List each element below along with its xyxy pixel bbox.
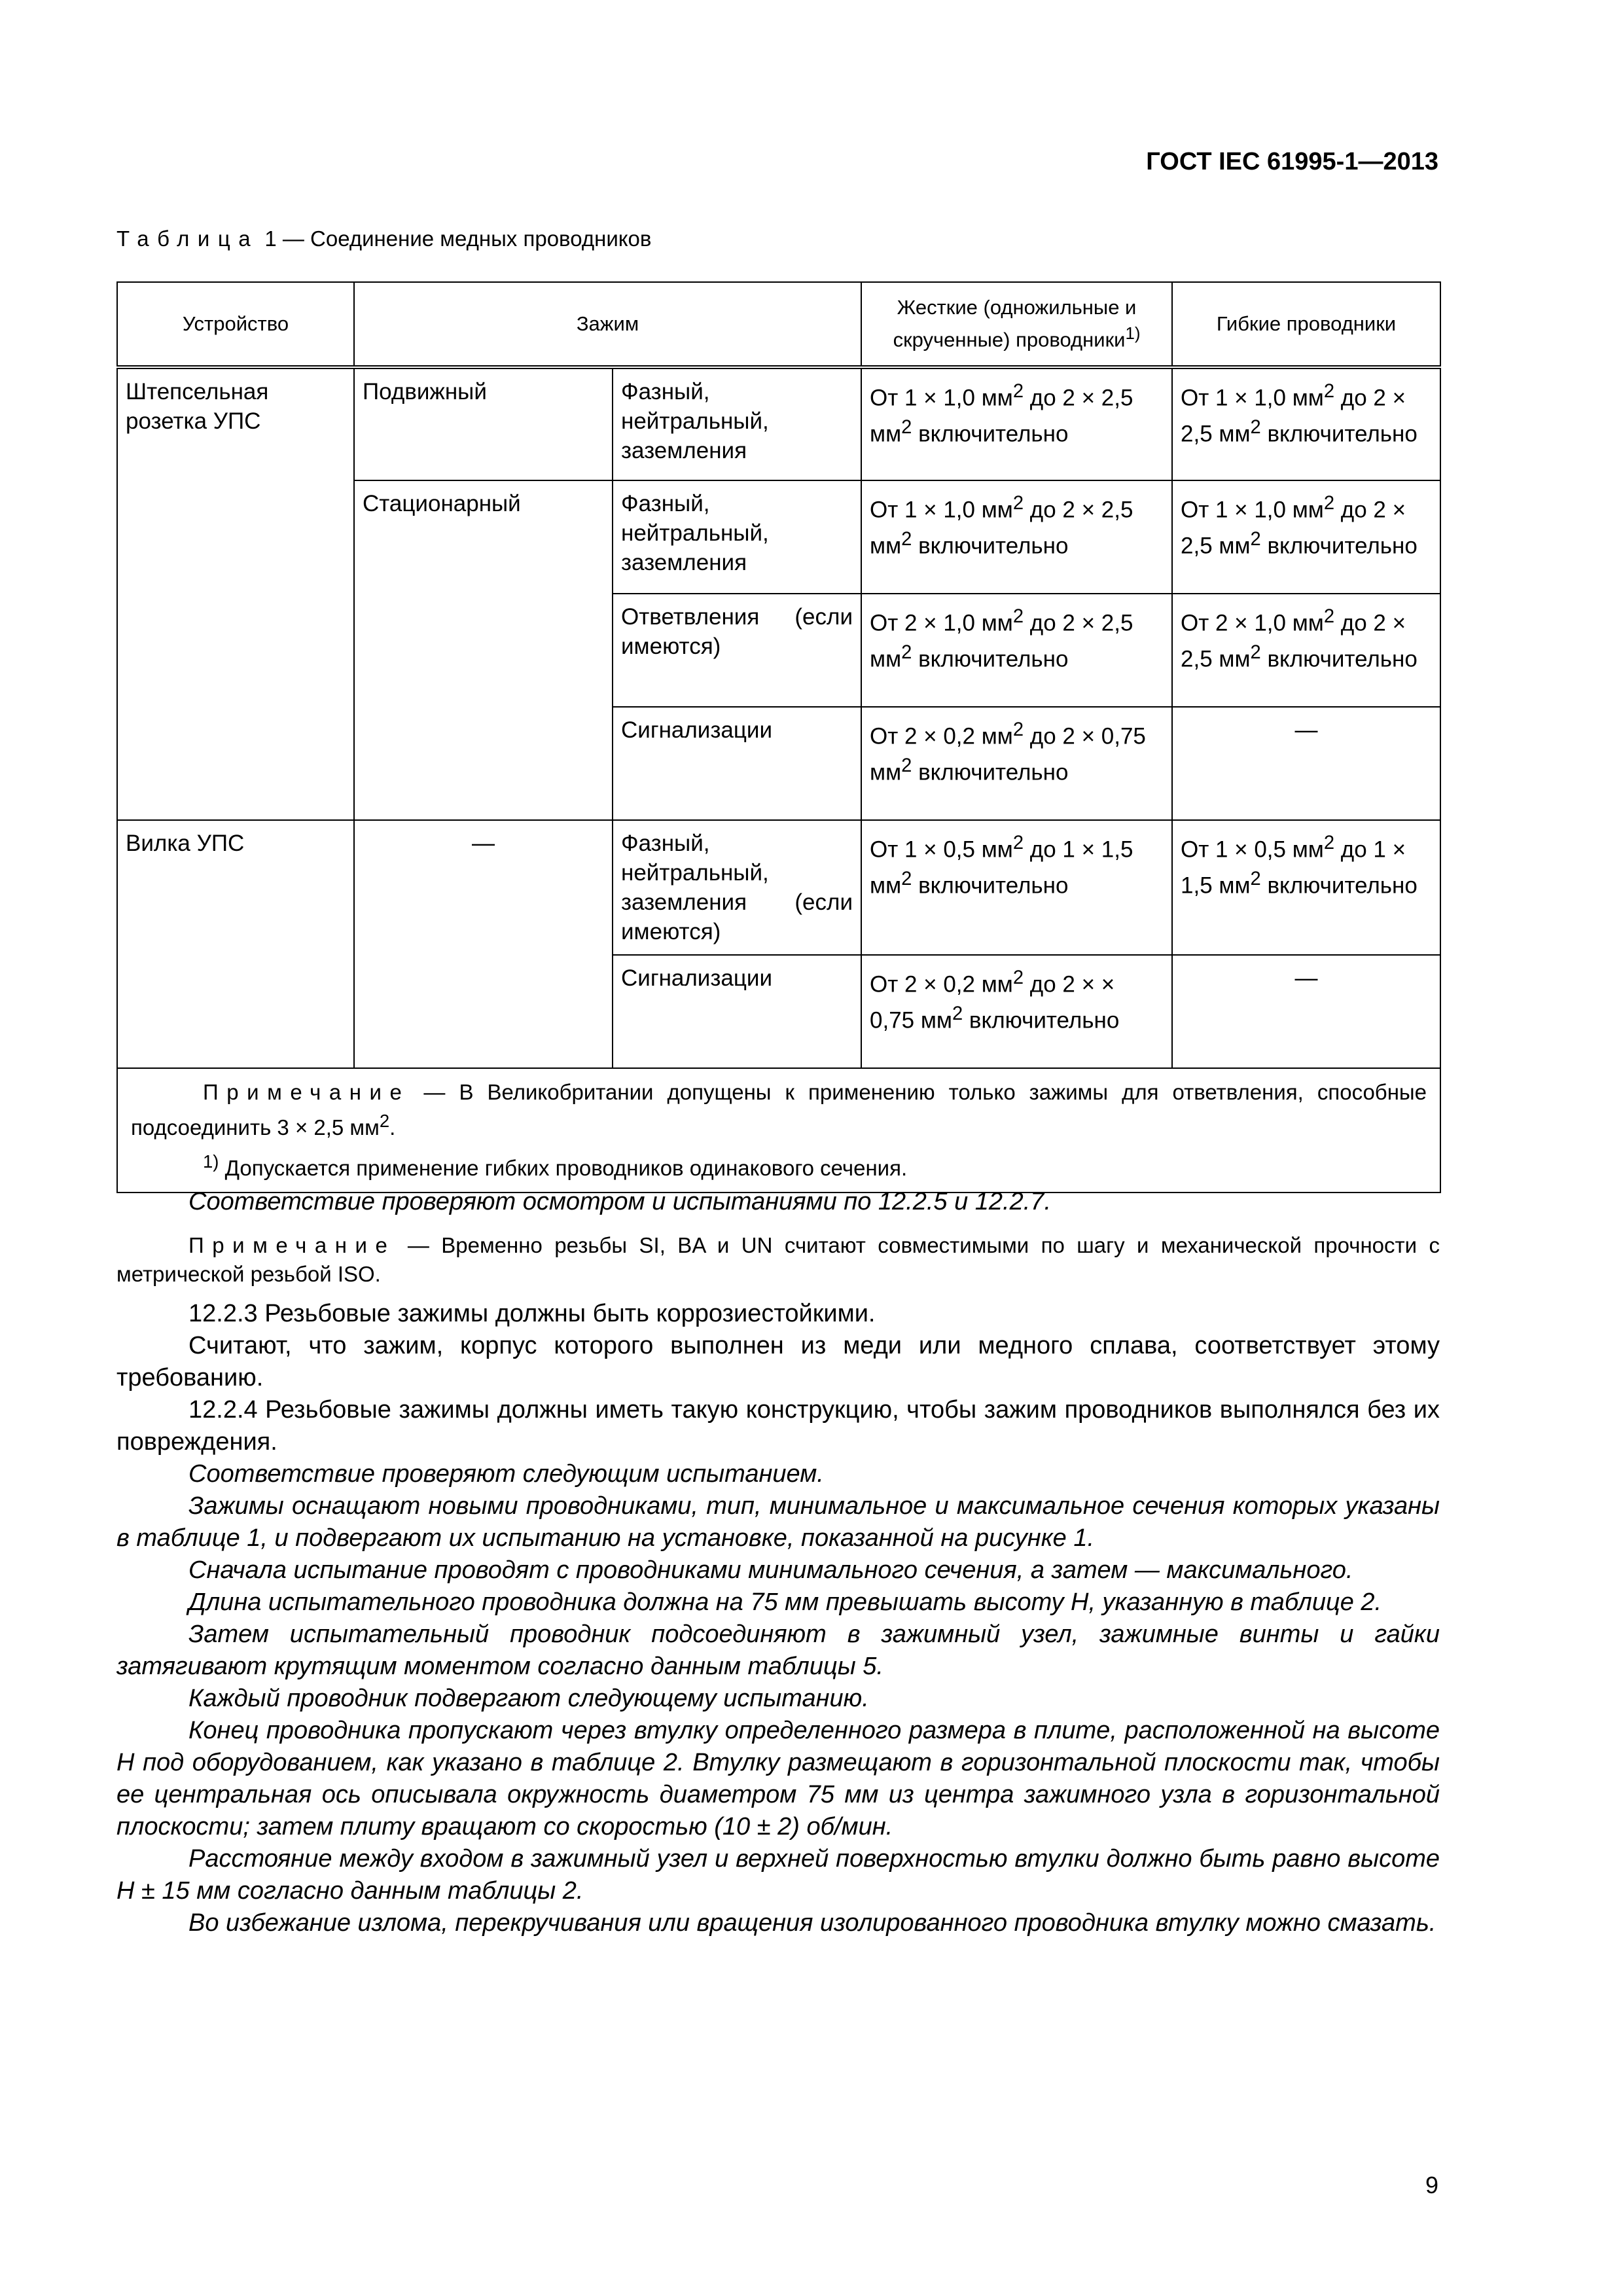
note-label: Примечание xyxy=(188,1233,396,1257)
cell-flex-from: От 1 × 0,5 мм xyxy=(1181,836,1324,863)
paragraph: 12.2.4 Резьбовые зажимы должны иметь такую конструкцию, чтобы зажим проводников выполнялся без их повреждения. xyxy=(116,1396,1440,1456)
cell-type: Ответвления (если имеются) xyxy=(613,594,861,707)
cell-rigid-to: до 2 × 2,5 мм xyxy=(870,497,1133,559)
table-footnote-text: Допускается применение гибких проводников одинакового сечения. xyxy=(219,1156,908,1180)
sup: 2 xyxy=(1323,833,1335,853)
cell-flex xyxy=(1172,367,1440,480)
cell-flex-incl: включительно xyxy=(1260,872,1418,899)
note-text: — Временно резьбы SI, BA и UN считают совместимыми по шагу и механической прочности с метрической резьбой ISO. xyxy=(116,1233,1440,1286)
cell-rigid-to: до 2 × × 0,75 мм xyxy=(870,971,1115,1033)
cell-type: Фазный, нейтральный, заземления xyxy=(613,480,861,594)
cell-rigid xyxy=(861,820,1172,955)
paragraph: 12.2.3 Резьбовые зажимы должны быть коррозиестойкими. xyxy=(188,1300,876,1327)
cell-flex: — xyxy=(1172,707,1440,820)
cell-rigid-from: От 1 × 1,0 мм xyxy=(870,497,1013,523)
cell-flex-incl: включительно xyxy=(1260,646,1418,672)
table-header-row xyxy=(117,282,1440,367)
table-footnote-mark: 1) xyxy=(203,1151,219,1172)
cell-type: Сигнализации xyxy=(613,955,861,1068)
sup: 2 xyxy=(1012,606,1024,627)
cell-rigid-from: От 2 × 0,2 мм xyxy=(870,723,1013,749)
paragraph: Соответствие проверяют осмотром и испытаниями по 12.2.5 и 12.2.7. xyxy=(188,1188,1051,1215)
cell-device-plug: Вилка УПС xyxy=(117,820,354,1068)
table-footnote xyxy=(131,1147,1427,1183)
cell-rigid-to: до 1 × 1,5 мм xyxy=(870,836,1133,899)
cell-clamp-stationary: Стационарный xyxy=(354,480,613,820)
cell-rigid-incl: включительно xyxy=(912,759,1069,785)
cell-rigid-incl: включительно xyxy=(912,646,1069,672)
cell-rigid-from: От 2 × 0,2 мм xyxy=(870,971,1013,997)
table-note-end: . xyxy=(389,1115,396,1139)
cell-clamp-movable: Подвижный xyxy=(354,367,613,480)
cell-flex-to: до 2 × 2,5 мм xyxy=(1181,497,1406,559)
cell-flex xyxy=(1172,594,1440,707)
cell-flex-to: до 2 × 2,5 мм xyxy=(1181,610,1406,672)
table-note xyxy=(117,1068,1440,1193)
cell-rigid xyxy=(861,594,1172,707)
cell-flex-from: От 1 × 1,0 мм xyxy=(1181,385,1324,411)
paragraph: Во избежание излома, перекручивания или вращения изолированного проводника втулку можно смазать. xyxy=(188,1909,1436,1937)
cell-rigid xyxy=(861,707,1172,820)
paragraph: Сначала испытание проводят с проводниками минимального сечения, а затем — максимального. xyxy=(188,1556,1353,1584)
header-device: Устройство xyxy=(117,282,354,367)
paragraph: Длина испытательного проводника должна на 75 мм превышать высоту H, указанную в таблице 2. xyxy=(188,1588,1382,1616)
sup: 2 xyxy=(901,755,912,776)
cell-flex-incl: включительно xyxy=(1260,421,1418,447)
cell-rigid-from: От 1 × 0,5 мм xyxy=(870,836,1013,863)
cell-flex xyxy=(1172,480,1440,594)
cell-rigid-incl: включительно xyxy=(912,872,1069,899)
paragraph: Конец проводника пропускают через втулку определенного размера в плите, расположенной на высоте H под оборудованием, как указано в таблице 2. Втулку размещают в горизонтальной плоскости так, чтобы ее центральная ось описывала окружность диаметром 75 мм из центра зажимного узла в горизонтальной плоскости; затем плиту вращают со скоростью (10 ± 2) об/мин. xyxy=(116,1717,1440,1840)
sup: 2 xyxy=(379,1111,390,1131)
table-note-body: — В Великобритании допущены к применению только зажимы для ответвления, способные подсоединить 3 × 2,5 мм xyxy=(131,1080,1427,1139)
cell-device-socket: Штепсельная розетка УПС xyxy=(117,367,354,820)
table-caption-text: 1 — Соединение медных проводников xyxy=(259,226,652,251)
table-note-text xyxy=(131,1078,1427,1142)
sup: 2 xyxy=(901,416,912,438)
paragraph: Расстояние между входом в зажимный узел и верхней поверхностью втулки должно быть равно высоте H ± 15 мм согласно данным таблицы 2. xyxy=(116,1845,1440,1905)
table-caption xyxy=(116,226,651,251)
table-row xyxy=(117,820,1440,955)
sup: 2 xyxy=(1012,493,1024,514)
cell-rigid xyxy=(861,480,1172,594)
table-row xyxy=(117,367,1440,480)
table-note-label: Примечание xyxy=(203,1080,410,1104)
sup: 2 xyxy=(901,868,912,889)
cell-flex xyxy=(1172,820,1440,955)
sup: 2 xyxy=(1250,416,1261,438)
page-number: 9 xyxy=(1425,2172,1438,2198)
sup: 2 xyxy=(1012,833,1024,853)
standard-id: ГОСТ IEC 61995-1—2013 xyxy=(1146,148,1438,175)
note-paragraph xyxy=(116,1231,1440,1289)
cell-rigid xyxy=(861,955,1172,1068)
cell-rigid-from: От 2 × 1,0 мм xyxy=(870,610,1013,636)
paragraph: Считают, что зажим, корпус которого выполнен из меди или медного сплава, соответствует этому требованию. xyxy=(116,1332,1440,1391)
sup: 2 xyxy=(1250,528,1261,550)
sup: 2 xyxy=(901,641,912,663)
cell-rigid-incl: включительно xyxy=(963,1007,1120,1033)
sup: 2 xyxy=(952,1003,963,1024)
paragraph: Зажимы оснащают новыми проводниками, тип, минимальное и максимальное сечения которых указаны в таблице 1, и подвергают их испытанию на установке, показанной на рисунке 1. xyxy=(116,1492,1440,1552)
header-rigid xyxy=(861,282,1172,367)
cell-rigid xyxy=(861,367,1172,480)
cell-rigid-to: до 2 × 0,75 мм xyxy=(870,723,1146,785)
cell-flex-to: до 1 × 1,5 мм xyxy=(1181,836,1406,899)
paragraph: Соответствие проверяют следующим испытанием. xyxy=(188,1460,824,1488)
paragraph: Затем испытательный проводник подсоединяют в зажимный узел, зажимные винты и гайки затягивают крутящим моментом согласно данным таблицы 5. xyxy=(116,1621,1440,1680)
cell-rigid-incl: включительно xyxy=(912,421,1069,447)
paragraph: Каждый проводник подвергают следующему испытанию. xyxy=(188,1685,869,1712)
cell-flex-to: до 2 × 2,5 мм xyxy=(1181,385,1406,447)
sup: 2 xyxy=(1012,719,1024,740)
sup: 2 xyxy=(1250,641,1261,663)
cell-type: Фазный, нейтральный, заземления (если имеются) xyxy=(613,820,861,955)
header-clamp: Зажим xyxy=(354,282,861,367)
cell-rigid-incl: включительно xyxy=(912,533,1069,559)
table-note-row xyxy=(117,1068,1440,1193)
cell-rigid-to: до 2 × 2,5 мм xyxy=(870,385,1133,447)
body-text xyxy=(116,1186,1440,1939)
cell-rigid-from: От 1 × 1,0 мм xyxy=(870,385,1013,411)
cell-flex-from: От 2 × 1,0 мм xyxy=(1181,610,1324,636)
cell-flex-from: От 1 × 1,0 мм xyxy=(1181,497,1324,523)
sup: 2 xyxy=(1012,967,1024,988)
cell-rigid-to: до 2 × 2,5 мм xyxy=(870,610,1133,672)
cell-flex: — xyxy=(1172,955,1440,1068)
header-flexible: Гибкие проводники xyxy=(1172,282,1440,367)
header-rigid-text: Жесткие (одножильные и скрученные) проводники xyxy=(893,296,1137,351)
conductor-table xyxy=(116,281,1441,1193)
cell-clamp-plug: — xyxy=(354,820,613,1068)
sup: 2 xyxy=(1323,381,1335,402)
sup: 2 xyxy=(1012,381,1024,402)
sup: 2 xyxy=(901,528,912,550)
cell-type: Фазный, нейтральный, заземления xyxy=(613,367,861,480)
sup: 2 xyxy=(1323,606,1335,627)
sup: 2 xyxy=(1323,493,1335,514)
cell-type: Сигнализации xyxy=(613,707,861,820)
table-caption-prefix: Таблица xyxy=(116,226,259,251)
sup: 2 xyxy=(1250,868,1261,889)
header-rigid-footnote-mark: 1) xyxy=(1125,325,1141,344)
cell-flex-incl: включительно xyxy=(1260,533,1418,559)
